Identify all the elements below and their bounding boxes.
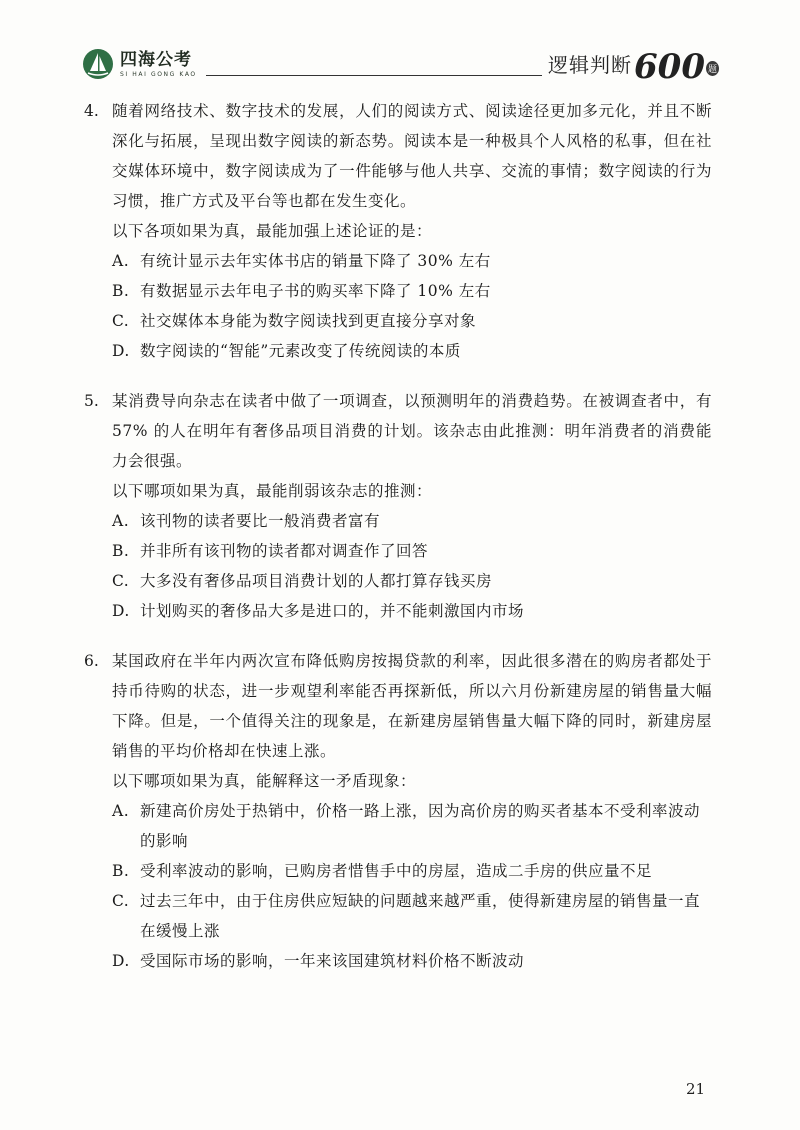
option-label: D. <box>112 952 130 970</box>
question-prompt: 以下哪项如果为真，最能削弱该杂志的推测： <box>112 482 433 500</box>
question-stem: 随着网络技术、数字技术的发展，人们的阅读方式、阅读途径更加多元化，并且不断深化与拓展，呈现出数字阅读的新态势。阅读本是一种极具个人风格的私事，但在社交媒体环境中，数字阅读成为了一件能够与他人共享、交流的事情；数字阅读的行为习惯，推广方式及平台等也都在发生变化。 <box>112 102 712 210</box>
option-a <box>112 506 724 536</box>
logo-chinese-text: 四海公考 <box>120 49 192 70</box>
option-text: 该刊物的读者要比一般消费者富有 <box>140 512 381 530</box>
question-number: 6. <box>84 652 99 670</box>
logo <box>82 46 200 82</box>
option-label: A. <box>112 512 130 530</box>
option-label: B. <box>112 542 130 560</box>
header-rule <box>206 75 542 76</box>
option-text: 有统计显示去年实体书店的销量下降了 30% 左右 <box>140 252 491 270</box>
book-title-text: 逻辑判断 <box>548 53 632 77</box>
logo-english-text: SI HAI GONG KAO <box>120 70 197 78</box>
option-a <box>112 796 724 856</box>
option-label: C. <box>112 312 130 330</box>
option-a <box>112 246 724 276</box>
option-c <box>112 306 724 336</box>
question-stem: 某消费导向杂志在读者中做了一项调查，以预测明年的消费趋势。在被调查者中，有 57% 的人在明年有奢侈品项目消费的计划。该杂志由此推测：明年消费者的消费能力会很强。 <box>112 392 712 470</box>
book-title <box>548 44 719 87</box>
option-text: 大多没有奢侈品项目消费计划的人都打算存钱买房 <box>140 572 493 590</box>
option-text: 计划购买的奢侈品大多是进口的，并不能刺激国内市场 <box>140 602 525 620</box>
question-list <box>84 96 724 996</box>
option-d <box>112 946 724 976</box>
question-number: 5. <box>84 392 99 410</box>
option-label: B. <box>112 862 130 880</box>
question-4 <box>84 96 724 366</box>
option-label: A. <box>112 802 130 820</box>
option-b <box>112 856 724 886</box>
option-text: 并非所有该刊物的读者都对调查作了回答 <box>140 542 429 560</box>
question-6 <box>84 646 724 976</box>
option-label: A. <box>112 252 130 270</box>
option-d <box>112 336 724 366</box>
page-number: 21 <box>686 1080 706 1098</box>
option-text: 过去三年中，由于住房供应短缺的问题越来越严重，使得新建房屋的销售量一直在缓慢上涨 <box>140 892 701 940</box>
question-prompt: 以下各项如果为真，最能加强上述论证的是： <box>112 222 433 240</box>
question-number: 4. <box>84 102 99 120</box>
option-label: D. <box>112 342 130 360</box>
option-text: 受国际市场的影响，一年来该国建筑材料价格不断波动 <box>140 952 525 970</box>
option-b <box>112 276 724 306</box>
page-header <box>0 0 800 90</box>
option-label: C. <box>112 572 130 590</box>
option-d <box>112 596 724 626</box>
question-5 <box>84 386 724 626</box>
option-label: B. <box>112 282 130 300</box>
option-label: C. <box>112 892 130 910</box>
book-title-suffix: 题 <box>706 61 719 76</box>
option-text: 社交媒体本身能为数字阅读找到更直接分享对象 <box>140 312 477 330</box>
option-text: 有数据显示去年电子书的购买率下降了 10% 左右 <box>140 282 491 300</box>
question-prompt: 以下哪项如果为真，能解释这一矛盾现象： <box>112 772 417 790</box>
sailboat-logo-icon <box>82 48 114 80</box>
option-c <box>112 886 724 946</box>
option-label: D. <box>112 602 130 620</box>
book-title-number: 600 <box>634 47 705 87</box>
question-stem: 某国政府在半年内两次宣布降低购房按揭贷款的利率，因此很多潜在的购房者都处于持币待购的状态，进一步观望利率能否再探新低，所以六月份新建房屋的销售量大幅下降。但是，一个值得关注的现象是，在新建房屋销售量大幅下降的同时，新建房屋销售的平均价格却在快速上涨。 <box>112 652 712 760</box>
option-text: 受利率波动的影响，已购房者惜售手中的房屋，造成二手房的供应量不足 <box>140 862 653 880</box>
option-text: 数字阅读的“智能”元素改变了传统阅读的本质 <box>140 342 461 360</box>
option-c <box>112 566 724 596</box>
option-b <box>112 536 724 566</box>
option-text: 新建高价房处于热销中，价格一路上涨，因为高价房的购买者基本不受利率波动的影响 <box>140 802 701 850</box>
